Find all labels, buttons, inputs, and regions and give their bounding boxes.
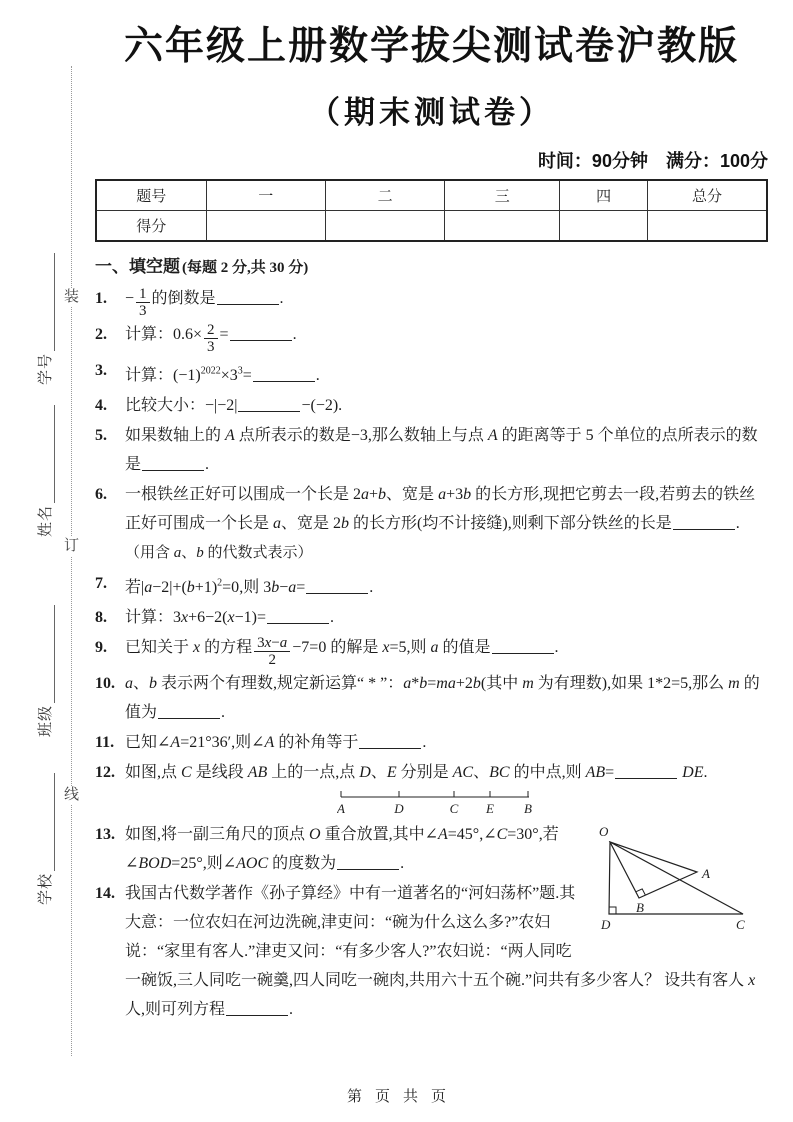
score-table [95, 179, 768, 242]
question-item [95, 569, 768, 602]
math-run: AB [247, 764, 268, 782]
note-run: （用含 a、b 的代数式表示） [125, 544, 313, 561]
math-run: =0 [222, 579, 240, 597]
question-item [95, 603, 768, 632]
text-run: 的解是 [326, 639, 383, 657]
text-run: 比较大小： [125, 396, 206, 414]
math-run: 3b−a= [263, 579, 306, 597]
question-item [95, 669, 768, 727]
main-content [95, 0, 768, 1025]
text-run: . [221, 704, 226, 722]
text-run: ,那么数轴上与点 [367, 426, 488, 444]
text-run: . [703, 764, 708, 782]
text-run: 一根铁丝正好可以围成一个长是 [125, 485, 354, 503]
question-text [125, 675, 760, 721]
math-run: A [225, 426, 235, 444]
fraction: $\frac{1}{3}$ [136, 286, 150, 319]
question-number: 8. [95, 609, 107, 627]
answer-blank [238, 396, 300, 412]
math-run: a [273, 514, 282, 532]
section-note: (每题 2 分,共 30 分) [182, 260, 309, 276]
text-run: 为有理数),如果 [533, 675, 648, 693]
text-run: 如果数轴上的 [125, 426, 226, 444]
math-run: a [125, 675, 133, 693]
math-run: x [748, 972, 756, 990]
question-number: 1. [95, 290, 107, 307]
math-run: −(−2) [301, 396, 339, 414]
binding-char-zhuang: 装 [63, 289, 79, 305]
question-item [95, 758, 768, 819]
paper-title: 六年级上册数学拔尖测试卷沪教版 [123, 25, 739, 68]
class-field [35, 587, 55, 737]
math-run: BC [489, 764, 510, 782]
text-run: 如图,将一副三角尺的顶点 [125, 826, 310, 844]
school-blank [40, 773, 55, 871]
text-run: 表示两个有理数,规定新运算“ * ”： [157, 675, 404, 693]
vertex-label-A: A [702, 866, 710, 882]
vertex-label-O: O [599, 824, 609, 840]
text-run: ,则 [239, 579, 264, 597]
question-item [95, 320, 768, 355]
question-text [125, 427, 758, 473]
text-run: . [292, 326, 297, 344]
score-table-score-row [96, 211, 767, 242]
section-heading [95, 255, 768, 280]
math-run: O [309, 826, 321, 844]
text-run: 的度数为 [268, 855, 337, 873]
math-run: −3 [350, 426, 368, 444]
math-run: $3^3$ [229, 365, 243, 384]
text-run: 分别是 [396, 764, 453, 782]
math-run: DE [682, 764, 704, 782]
text-run: 的倒数是 [151, 290, 216, 307]
question-item [95, 728, 768, 757]
question-text [125, 885, 755, 1018]
text-run: 重合放置,其中 [320, 826, 425, 844]
math-run: × [220, 366, 230, 384]
math-run: D [359, 764, 371, 782]
question-number: 5. [95, 426, 107, 444]
school-field [35, 755, 55, 905]
text-run: 、 [473, 764, 490, 782]
math-run: x [193, 639, 201, 657]
text-run: (其中 [480, 675, 523, 693]
page-footer: 第页共页 [346, 1088, 459, 1105]
score-header-cell: 一 [206, 180, 325, 211]
math-run: ∠A=45° [424, 826, 480, 844]
text-run: . [329, 609, 334, 627]
question-text [125, 764, 707, 781]
math-run: ∠AOC [222, 855, 269, 873]
text-run: 计算： [125, 326, 174, 344]
text-run: ,则 [406, 639, 431, 657]
binding-dotted-line [71, 66, 72, 1056]
text-run: 点所表示的数是 [234, 426, 351, 444]
text-run: 的中点,则 [509, 764, 586, 782]
question-text [125, 322, 297, 356]
text-run: . [554, 639, 559, 657]
math-run: |a−2|+ [141, 579, 182, 597]
text-run: . [422, 734, 427, 752]
text-run: 、 [133, 675, 150, 693]
text-run: 上的一点,点 [267, 764, 360, 782]
school-label: 学校 [38, 872, 54, 905]
point-label-E: E [486, 801, 494, 817]
text-run: ,则 [202, 855, 223, 873]
text-run: 的长方形(均不计接缝),则剩下部分铁丝的长是 [349, 514, 672, 532]
answer-blank [158, 703, 220, 719]
text-run: . [400, 855, 405, 873]
question-item [95, 421, 768, 479]
answer-blank [226, 1000, 288, 1016]
question-item [95, 633, 768, 668]
text-run: 如图,点 [125, 764, 182, 782]
fraction: $\frac{2}{3}$ [204, 322, 218, 355]
questions-list [95, 284, 768, 1024]
question-text [125, 397, 342, 414]
text-run: 的值是 [438, 639, 491, 657]
answer-blank [230, 325, 292, 341]
text-run: 人,则可列方程 [125, 1001, 226, 1019]
question-item [95, 284, 768, 319]
math-run: 2a+b [353, 485, 387, 503]
paper-subtitle: （期末测试卷） [309, 95, 554, 130]
score-cell [445, 211, 560, 242]
text-run: 我国古代数学著作《孙子算经》中有一道著名的“河妇荡杯”题.其大意：一位农妇在河边洗碗,津吏问：“碗为什么这么多?”农妇说：“家里有客人.”津吏又问：“有多少客人?”农妇说：“两人同吃一碗饭,三人同吃一碗羹,四人同吃一碗肉,共用六十五个碗.”问共有多少客人？ 设共有客人 [125, 885, 749, 990]
answer-blank [306, 578, 368, 594]
score-header-cell: 总分 [648, 180, 767, 211]
question-number: 10. [95, 675, 115, 693]
question-number: 7. [95, 574, 107, 592]
question-text [125, 609, 334, 626]
question-item [95, 879, 768, 1024]
text-run: . [338, 396, 343, 414]
text-run: . [279, 290, 284, 307]
math-run: −|−2| [205, 396, 238, 414]
binding-char-xian: 线 [63, 787, 79, 803]
question-text [125, 486, 755, 561]
point-label-B: B [524, 801, 532, 817]
text-run: 、宽是 [281, 514, 334, 532]
math-run: 3x+6−2(x−1)= [173, 609, 266, 627]
answer-blank [267, 608, 329, 624]
score-header-cell: 四 [560, 180, 648, 211]
text-run: 计算： [125, 366, 174, 384]
question-item [95, 480, 768, 568]
question-item [95, 356, 768, 389]
exam-meta: 时间：90分钟 满分：100分 [537, 151, 768, 171]
math-run: 1*2=5 [647, 675, 689, 693]
text-run: , [479, 826, 484, 844]
segment-figure [337, 789, 768, 819]
math-run: ∠C=30° [483, 826, 539, 844]
text-run: . [205, 455, 210, 473]
math-run: x=5 [382, 639, 407, 657]
score-cell [206, 211, 325, 242]
question-text [125, 367, 320, 384]
class-label: 班级 [38, 704, 54, 737]
student-name-label: 姓名 [38, 504, 54, 537]
math-run: AC [452, 764, 474, 782]
question-text [125, 285, 284, 319]
math-run: m [728, 675, 740, 693]
text-run: 、 [370, 764, 387, 782]
student-id-blank [40, 253, 55, 351]
text-run: 已知关于 [125, 639, 194, 657]
section-title: 一、填空题 [95, 257, 180, 276]
math-run: m [522, 675, 534, 693]
math-run: ∠A [251, 734, 275, 752]
answer-blank [217, 289, 279, 305]
math-run: AB= [585, 764, 615, 782]
point-label-D: D [394, 801, 404, 817]
math-run: a+3b [438, 485, 472, 503]
math-run: C [181, 764, 192, 782]
text-run: ,则 [231, 734, 252, 752]
math-run: = [242, 366, 252, 384]
math-run: 2b [333, 514, 350, 532]
text-run: 计算： [125, 609, 174, 627]
question-number: 2. [95, 326, 107, 344]
math-run: A [487, 426, 498, 444]
question-number: 13. [95, 826, 115, 844]
student-name-blank [40, 405, 55, 503]
question-text [125, 634, 559, 669]
vertex-label-D: D [601, 917, 611, 933]
student-id-label: 学号 [38, 352, 54, 385]
text-run: ,那么 [688, 675, 729, 693]
math-run: ∠BOD=25° [125, 855, 203, 873]
text-run: 的长方形,现把它剪去一段,若剪去的铁丝正好可围成一个长是 [125, 485, 756, 532]
score-table-header-row [96, 180, 767, 211]
answer-blank [142, 455, 204, 471]
question-number: 4. [95, 396, 107, 414]
answer-blank [492, 638, 554, 654]
text-run: 的距离等于 5 个单位的点所表示的数是 [125, 426, 758, 473]
text-run: 若 [125, 579, 142, 597]
answer-blank [615, 763, 677, 779]
text-run: . [369, 579, 374, 597]
math-run: ∠A=21°36′ [157, 734, 232, 752]
math-run: $(-1)^{2022}$ [173, 365, 221, 384]
vertex-label-C: C [736, 917, 745, 933]
math-run: $(b+1)^2$ [181, 577, 223, 597]
text-run: 的值为 [125, 675, 760, 722]
text-run: 已知 [125, 734, 158, 752]
math-run: a [430, 639, 439, 657]
student-id-field [35, 235, 55, 385]
math-run: 0.6× [173, 326, 203, 344]
question-number: 12. [95, 764, 115, 782]
question-number: 3. [95, 362, 107, 380]
math-run: a*b=ma+2b [403, 675, 481, 693]
answer-blank [253, 366, 315, 382]
point-label-A: A [337, 801, 345, 817]
question-item [95, 391, 768, 420]
question-text [125, 579, 373, 596]
score-cell [648, 211, 767, 242]
text-run: 、宽是 [386, 485, 439, 503]
question-number: 11. [95, 734, 115, 752]
score-cell [325, 211, 444, 242]
class-blank [40, 605, 55, 703]
vertex-label-B: B [636, 900, 644, 916]
question-number: 6. [95, 485, 107, 503]
point-label-C: C [449, 801, 459, 817]
score-header-cell: 二 [325, 180, 444, 211]
score-header-cell: 题号 [96, 180, 206, 211]
score-row-label: 得分 [96, 211, 206, 242]
score-cell [560, 211, 648, 242]
fraction: $\frac{3x-a}{2}$ [254, 635, 290, 668]
text-run: ,若 [538, 826, 559, 844]
question-text [125, 734, 426, 751]
score-header-cell: 三 [445, 180, 560, 211]
answer-blank [359, 733, 421, 749]
text-run: . [289, 1001, 294, 1019]
text-run: 是线段 [191, 764, 248, 782]
question-number: 9. [95, 639, 107, 657]
answer-blank [337, 854, 399, 870]
student-name-field [35, 387, 55, 537]
question-text [125, 826, 559, 872]
answer-blank [673, 514, 735, 530]
text-run: 的补角等于 [274, 734, 359, 752]
math-run: E [386, 764, 397, 782]
math-run: b [149, 675, 158, 693]
text-run: . [735, 514, 740, 532]
text-run: . [315, 366, 320, 384]
math-run: −7=0 [292, 639, 327, 657]
math-run: = [219, 326, 229, 344]
text-run: 的方程 [200, 639, 253, 657]
question-number: 14. [95, 885, 115, 903]
binding-char-ding: 订 [63, 538, 79, 554]
math-run: − [125, 290, 135, 307]
